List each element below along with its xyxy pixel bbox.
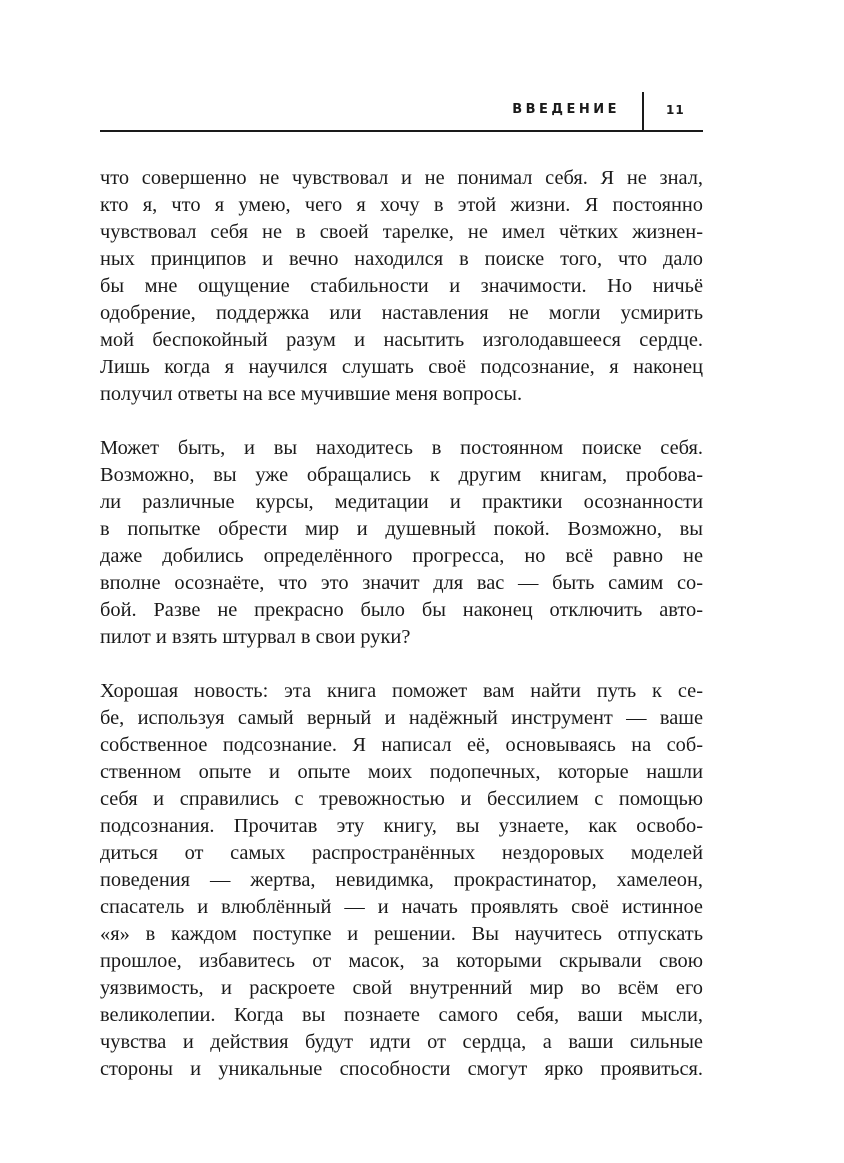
text-line: диться от самых распространённых нездоровых моделей [100, 842, 703, 864]
paragraph-spacer [100, 651, 703, 678]
text-line: ли различные курсы, медитации и практики осознанности [100, 491, 703, 513]
text-line: чувства и действия будут идти от сердца, а ваши сильные [100, 1031, 703, 1053]
section-title: ВВЕДЕНИЕ [512, 102, 620, 117]
text-line: подсознания. Прочитав эту книгу, вы узнаете, как освобо- [100, 815, 703, 837]
text-line: мой беспокойный разум и насытить изголодавшееся сердце. [100, 329, 703, 351]
page-number: 11 [666, 103, 685, 117]
text-line: бой. Разве не прекрасно было бы наконец отключить авто- [100, 599, 703, 621]
text-line: ных принципов и вечно находился в поиске того, что дало [100, 248, 703, 270]
header-vertical-divider [642, 92, 644, 130]
text-line: бы мне ощущение стабильности и значимости. Но ничьё [100, 275, 703, 297]
body-text [100, 165, 703, 1083]
text-line: кто я, что я умею, чего я хочу в этой жизни. Я постоянно [100, 194, 703, 216]
text-line: великолепии. Когда вы познаете самого себя, ваши мысли, [100, 1004, 703, 1026]
paragraph [100, 165, 703, 408]
text-line: спасатель и влюблённый — и начать проявлять своё истинное [100, 896, 703, 918]
text-line: Лишь когда я научился слушать своё подсознание, я наконец [100, 356, 703, 378]
text-line: собственное подсознание. Я написал её, основываясь на соб- [100, 734, 703, 756]
text-line: что совершенно не чувствовал и не понимал себя. Я не знал, [100, 167, 703, 189]
running-head [100, 92, 703, 132]
text-line: чувствовал себя не в своей тарелке, не имел чётких жизнен- [100, 221, 703, 243]
paragraph [100, 678, 703, 1083]
text-line: поведения — жертва, невидимка, прокрастинатор, хамелеон, [100, 869, 703, 891]
header-rule [100, 130, 703, 132]
paragraph [100, 435, 703, 651]
text-line: в попытке обрести мир и душевный покой. Возможно, вы [100, 518, 703, 540]
text-line: Может быть, и вы находитесь в постоянном поиске себя. [100, 437, 703, 459]
text-line: бе, используя самый верный и надёжный инструмент — ваше [100, 707, 703, 729]
text-line: «я» в каждом поступке и решении. Вы научитесь отпускать [100, 923, 703, 945]
text-line: уязвимость, и раскроете свой внутренний мир во всём его [100, 977, 703, 999]
text-line: даже добились определённого прогресса, но всё равно не [100, 545, 703, 567]
text-line: Хорошая новость: эта книга поможет вам найти путь к се- [100, 680, 703, 702]
text-line: стороны и уникальные способности смогут ярко проявиться. [100, 1058, 703, 1080]
text-line: ственном опыте и опыте моих подопечных, которые нашли [100, 761, 703, 783]
text-line: получил ответы на все мучившие меня вопросы. [100, 383, 523, 405]
text-line: одобрение, поддержка или наставления не могли усмирить [100, 302, 703, 324]
text-line: Возможно, вы уже обращались к другим книгам, пробова- [100, 464, 703, 486]
text-line: пилот и взять штурвал в свои руки? [100, 626, 411, 648]
paragraph-spacer [100, 408, 703, 435]
text-line: себя и справились с тревожностью и бессилием с помощью [100, 788, 703, 810]
text-line: вполне осознаёте, что это значит для вас — быть самим со- [100, 572, 703, 594]
text-line: прошлое, избавитесь от масок, за которыми скрывали свою [100, 950, 703, 972]
